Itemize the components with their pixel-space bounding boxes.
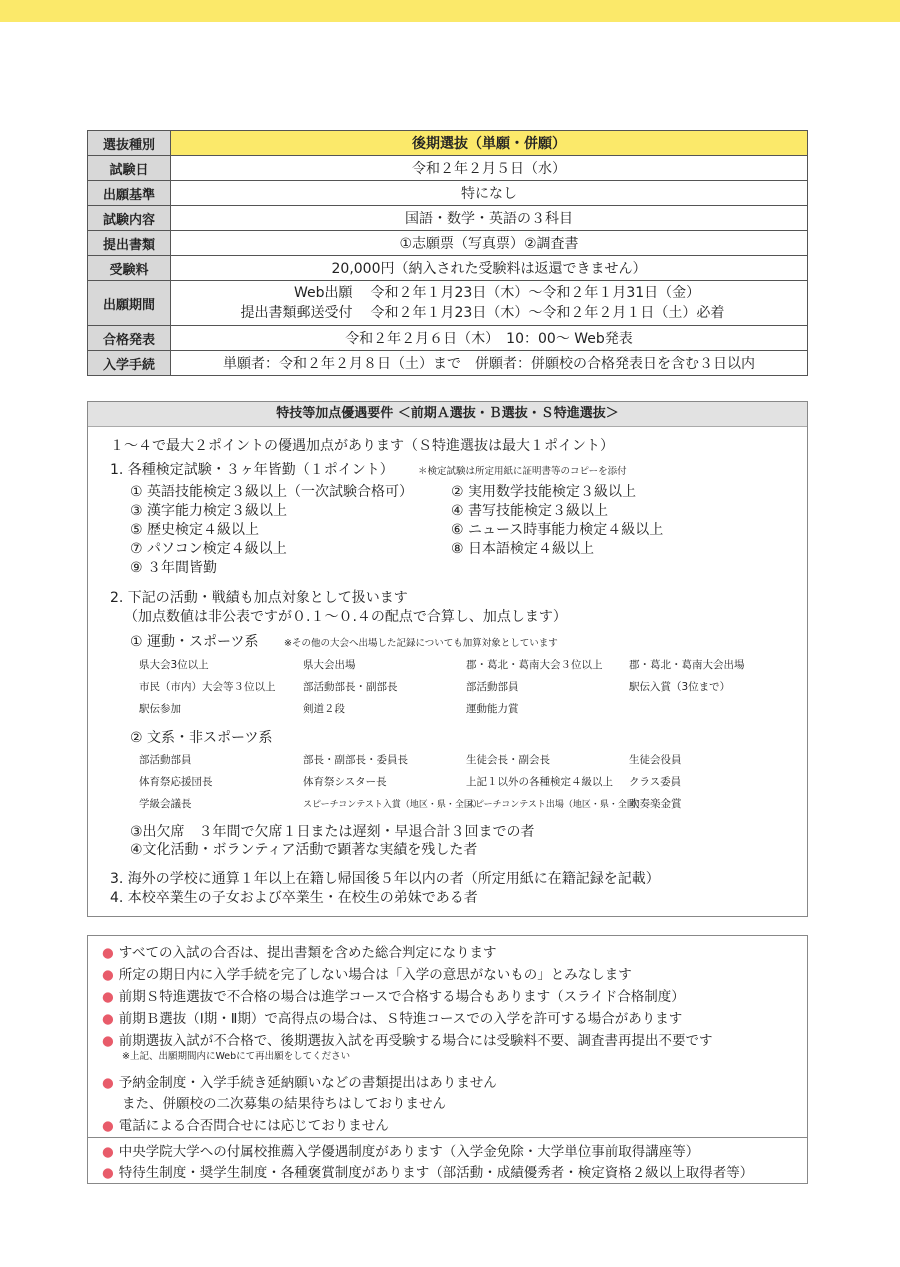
row-label: 提出書類 — [88, 231, 171, 256]
grid-item: 県大会出場 — [303, 659, 356, 671]
subjects-value: 国語・数学・英語の３科目 — [171, 206, 808, 231]
result-announcement-value: 令和２年２月６日（木） 10：00～ Web発表 — [171, 326, 808, 351]
attendance-item: ③出欠席 ３年間で欠席１日または遅刻・早退合計３回までの者 — [130, 824, 535, 840]
mail-submission-value: 令和２年１月23日（木）～令和２年２月１日（土）必着 — [370, 305, 725, 321]
list-item: ① 英語技能検定３級以上（一次試験合格可） — [130, 484, 413, 500]
row-label: 試験内容 — [88, 206, 171, 231]
list-item: ⑦ パソコン検定４級以上 — [130, 541, 287, 557]
list-item: ● 前期Ｓ特進選抜で不合格の場合は進学コースで合格する場合もあります（スライド合格制度） — [102, 989, 685, 1005]
grid-item: スピーチコンテスト入賞（地区・県・全国） — [303, 800, 482, 810]
divider — [88, 1137, 807, 1138]
grid-item: 駅伝入賞（3位まで） — [629, 681, 731, 693]
web-application-value: 令和２年１月23日（木）～令和２年１月31日（金） — [370, 285, 701, 301]
volunteer-item: ④文化活動・ボランティア活動で顕著な実績を残した者 — [130, 842, 478, 858]
list-item: ④ 書写技能検定３級以上 — [451, 503, 609, 519]
grid-item: 運動能力賞 — [466, 703, 519, 715]
bullet-icon: ● — [102, 1011, 114, 1027]
list-item: ● 前期選抜入試が不合格で、後期選抜入試を再受験する場合には受験料不要、調査書再提出不要です — [102, 1033, 713, 1049]
grid-item: 体育祭シスター長 — [303, 776, 387, 788]
grid-item: 部活動部長・副部長 — [303, 681, 398, 693]
criteria-value: 特になし — [171, 181, 808, 206]
grid-item: 部活動部員 — [466, 681, 519, 693]
small-note: ※上記、出願期間内にWebにて再出願をしてください — [122, 1051, 351, 1062]
web-application-label: Web出願 — [293, 285, 353, 301]
section-3: 3. 海外の学校に通算１年以上在籍し帰国後５年以内の者（所定用紙に在籍記録を記載） — [110, 871, 660, 887]
list-item: ● 所定の期日内に入学手続を完了しない場合は「入学の意思がないもの」とみなします — [102, 967, 632, 983]
exam-info-table — [87, 130, 808, 376]
grid-item: 部長・副部長・委員長 — [303, 754, 408, 766]
section-2-subtitle: （加点数値は非公表ですが０.１～０.４の配点で合算し、加点します） — [124, 609, 567, 625]
table-row — [88, 206, 808, 231]
table-row — [88, 326, 808, 351]
grid-item: 学級会議長 — [139, 798, 192, 810]
table-row — [88, 281, 808, 326]
table-row — [88, 156, 808, 181]
enrollment-procedure-value: 単願者：令和２年２月８日（土）まで 併願者：併願校の合格発表日を含む３日以内 — [171, 351, 808, 376]
list-item-continuation: また、併願校の二次募集の結果待ちはしておりません — [122, 1096, 446, 1112]
bonus-points-title: 特技等加点優遇要件 ＜前期Ａ選抜・Ｂ選抜・Ｓ特進選抜＞ — [88, 402, 807, 427]
list-item: ● 中央学院大学への付属校推薦入学優遇制度があります（入学金免除・大学単位事前取得講座等） — [102, 1144, 700, 1160]
list-item: ⑨ ３年間皆勤 — [130, 560, 218, 576]
documents-value: ①志願票（写真票）②調査書 — [171, 231, 808, 256]
list-item: ● 前期Ｂ選抜（Ⅰ期・Ⅱ期）で高得点の場合は、Ｓ特進コースでの入学を許可する場合があります — [102, 1011, 683, 1027]
list-item: ③ 漢字能力検定３級以上 — [130, 503, 288, 519]
top-yellow-band — [0, 0, 900, 22]
bullet-icon: ● — [102, 1165, 114, 1181]
table-row — [88, 231, 808, 256]
list-item: ⑤ 歴史検定４級以上 — [130, 522, 260, 538]
row-label: 入学手続 — [88, 351, 171, 376]
grid-item: 生徒会役員 — [629, 754, 682, 766]
grid-item: 生徒会長・副会長 — [466, 754, 550, 766]
row-label: 出願基準 — [88, 181, 171, 206]
grid-item: 剣道２段 — [303, 703, 345, 715]
list-item: ● すべての入試の合否は、提出書類を含めた総合判定になります — [102, 945, 497, 961]
grid-item: 駅伝参加 — [139, 703, 181, 715]
grid-item: 県大会3位以上 — [139, 659, 209, 671]
row-label: 選抜種別 — [88, 131, 171, 156]
bullet-icon: ● — [102, 989, 114, 1005]
sports-note: ※その他の大会へ出場した記録についても加算対象としています — [284, 638, 558, 649]
row-label: 受験料 — [88, 256, 171, 281]
bullet-icon: ● — [102, 967, 114, 983]
bullet-icon: ● — [102, 1075, 114, 1091]
table-row — [88, 181, 808, 206]
bullet-icon: ● — [102, 945, 114, 961]
grid-item: 吹奏楽金賞 — [629, 798, 682, 810]
application-period-cell — [171, 281, 808, 326]
grid-item: 体育祭応援団長 — [139, 776, 213, 788]
list-item: ⑧ 日本語検定４級以上 — [451, 541, 595, 557]
table-row — [88, 256, 808, 281]
section-1-note: ＊検定試験は所定用紙に証明書等のコピーを添付 — [418, 466, 627, 477]
list-item: ● 特待生制度・奨学生制度・各種褒賞制度があります（部活動・成績優秀者・検定資格２級以上取得者等） — [102, 1165, 754, 1181]
grid-item: 部活動部員 — [139, 754, 192, 766]
notes-panel — [87, 935, 808, 1184]
list-item: ● 電話による合否問合せには応じておりません — [102, 1118, 389, 1134]
list-item: ● 予納金制度・入学手続き延納願いなどの書類提出はありません — [102, 1075, 497, 1091]
list-item: ② 実用数学技能検定３級以上 — [451, 484, 637, 500]
table-row — [88, 351, 808, 376]
selection-type-value: 後期選抜（単願・併願） — [171, 131, 808, 156]
bullet-icon: ● — [102, 1033, 114, 1049]
row-label: 試験日 — [88, 156, 171, 181]
grid-item: スピーチコンテスト出場（地区・県・全国） — [466, 800, 645, 810]
fee-value: 20,000円（納入された受験料は返還できません） — [171, 256, 808, 281]
exam-date-value: 令和２年２月５日（水） — [171, 156, 808, 181]
grid-item: 上記１以外の各種検定４級以上 — [466, 776, 613, 788]
grid-item: 郡・葛北・葛南大会３位以上 — [466, 659, 603, 671]
sports-title: ① 運動・スポーツ系 — [130, 634, 259, 650]
bonus-intro: １～４で最大２ポイントの優遇加点があります（Ｓ特進選抜は最大１ポイント） — [110, 438, 614, 454]
list-item: ⑥ ニュース時事能力検定４級以上 — [451, 522, 664, 538]
mail-submission-label: 提出書類郵送受付 — [240, 305, 353, 321]
culture-title: ② 文系・非スポーツ系 — [130, 730, 273, 746]
row-label: 合格発表 — [88, 326, 171, 351]
section-4: 4. 本校卒業生の子女および卒業生・在校生の弟妹である者 — [110, 890, 478, 906]
grid-item: 郡・葛北・葛南大会出場 — [629, 659, 745, 671]
bullet-icon: ● — [102, 1144, 114, 1160]
table-row — [88, 131, 808, 156]
grid-item: 市民（市内）大会等３位以上 — [139, 681, 276, 693]
section-1-title: 1. 各種検定試験・３ヶ年皆勤（１ポイント） — [110, 462, 394, 478]
row-label: 出願期間 — [88, 281, 171, 326]
grid-item: クラス委員 — [629, 776, 682, 788]
section-2-title: 2. 下記の活動・戦績も加点対象として扱います — [110, 590, 408, 606]
bullet-icon: ● — [102, 1118, 114, 1134]
bonus-points-panel — [87, 401, 808, 917]
